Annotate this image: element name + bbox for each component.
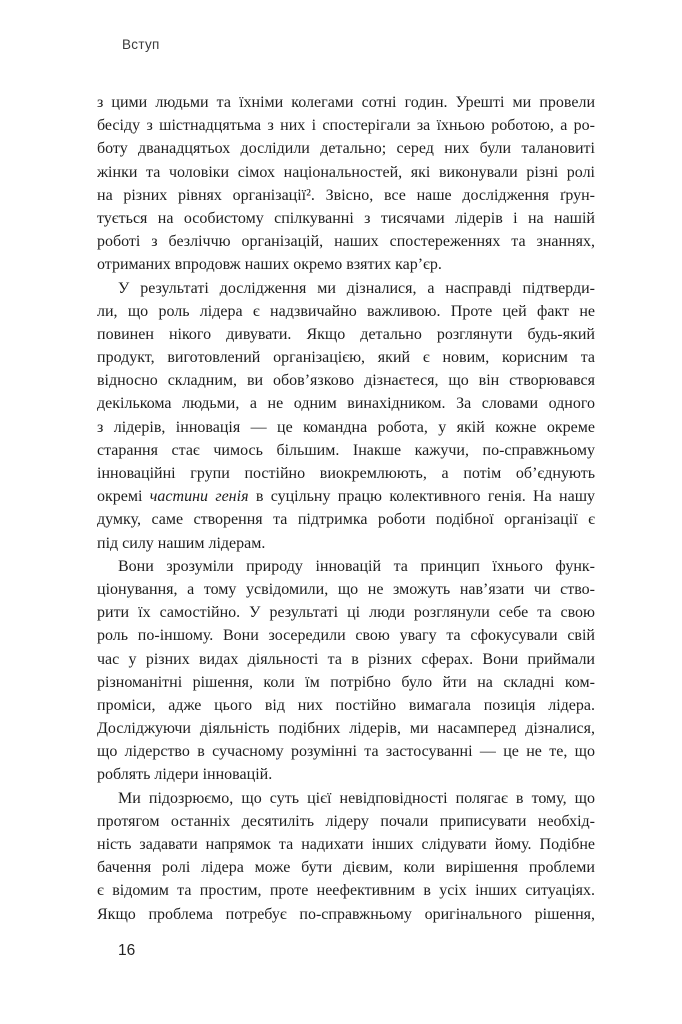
- text-line: продукт, виготовлений організацією, який є новим, корисним та: [97, 349, 595, 367]
- text-line: бесіду з шістнадцятьма з них і спостерігали за їхньою роботою, а ро-: [97, 117, 595, 135]
- paragraph: [97, 91, 595, 277]
- text-segment: окремі: [97, 488, 150, 506]
- paragraph: [97, 555, 595, 787]
- text-line: є відомим та простим, проте неефективним в усіх інших ситуаціях.: [97, 882, 595, 900]
- text-segment: в суцільну працю колективного генія. На нашу: [248, 488, 595, 506]
- text-line: ціонування, а тому усвідомили, що не зможуть нав’язати чи ство-: [97, 580, 595, 598]
- text-line: роблять лідери інновацій.: [97, 766, 273, 784]
- body-text: [97, 91, 595, 926]
- text-line: бачення ролі лідера може бути дієвим, коли вирішення проблеми: [97, 859, 595, 877]
- text-line: рити їх самостійно. У результаті ці люди розглянули себе та свою: [97, 604, 595, 622]
- text-line: старання стає чимось більшим. Інакше кажучи, по-справжньому: [97, 441, 595, 459]
- text-line: під силу нашим лідерам.: [97, 534, 266, 552]
- text-line: Ми підозрюємо, що суть цієї невідповідності полягає в тому, що: [118, 789, 595, 807]
- text-line: Досліджуючи діяльність подібних лідерів, ми насамперед дізналися,: [97, 720, 595, 738]
- text-line: різноманітні рішення, коли їм потрібно було йти на складні ком-: [97, 673, 595, 691]
- text-line: отриманих впродовж наших окремо взятих кар’єр.: [97, 256, 442, 274]
- text-line: відносно складним, ви обов’язково дізнаєтеся, що він створювався: [97, 372, 595, 390]
- text-line: ли, що роль лідера є надзвичайно важливою. Проте цей факт не: [97, 302, 595, 320]
- text-line: проміси, адже цього від них постійно вимагала позиція лідера.: [97, 696, 595, 714]
- text-line: повинен нікого дивувати. Якщо детально розглянути будь-який: [97, 325, 595, 343]
- italic-phrase: частини генія: [149, 488, 249, 506]
- text-line: думку, саме створення та підтримка роботи подібної організації є: [97, 511, 595, 529]
- text-line: ність задавати напрямок та надихати інших слідувати йому. Подібне: [97, 836, 595, 853]
- text-line: на різних рівнях організації². Звісно, все наше дослідження ґрун-: [97, 186, 595, 204]
- text-line: У результаті дослідження ми дізналися, а насправді підтверди-: [118, 279, 595, 297]
- text-line: боту дванадцятьох дослідили детально; серед них були талановиті: [97, 140, 595, 158]
- text-line: з цими людьми та їхніми колегами сотні годин. Урешті ми провели: [97, 94, 595, 111]
- text-line: з лідерів, інновація — це командна робота, у якій кожне окреме: [97, 418, 595, 436]
- text-line: роботі з безліччю організацій, наших спостереженнях та знаннях,: [97, 233, 595, 251]
- text-line: [97, 485, 595, 508]
- text-line: роль по-іншому. Вони зосередили свою увагу та сфокусували свій: [97, 627, 595, 645]
- page-number: 16: [118, 942, 136, 959]
- text-line: що лідерство в сучасному розумінні та застосуванні — це не те, що: [97, 743, 595, 761]
- text-line: декількома людьми, а не одним винахідником. За словами одного: [97, 395, 595, 413]
- text-line: Якщо проблема потребує по-справжньому оригінального рішення,: [97, 905, 595, 923]
- text-line: жінки та чоловіки сімох національностей, які виконували різні ролі: [97, 163, 595, 181]
- text-line: тується на особистому спілкуванні з тисячами лідерів і на нашій: [97, 209, 595, 227]
- paragraph: [97, 277, 595, 555]
- text-line: Вони зрозуміли природу інновацій та принцип їхнього функ-: [118, 557, 595, 575]
- running-header: Вступ: [122, 37, 160, 52]
- text-line: протягом останніх десятиліть лідеру почали приписувати необхід-: [97, 812, 595, 830]
- text-line: час у різних видах діяльності та в різних сферах. Вони приймали: [97, 650, 595, 668]
- paragraph: [97, 787, 595, 926]
- text-line: інноваційні групи постійно виокремлюють, а потім об’єднують: [97, 465, 595, 482]
